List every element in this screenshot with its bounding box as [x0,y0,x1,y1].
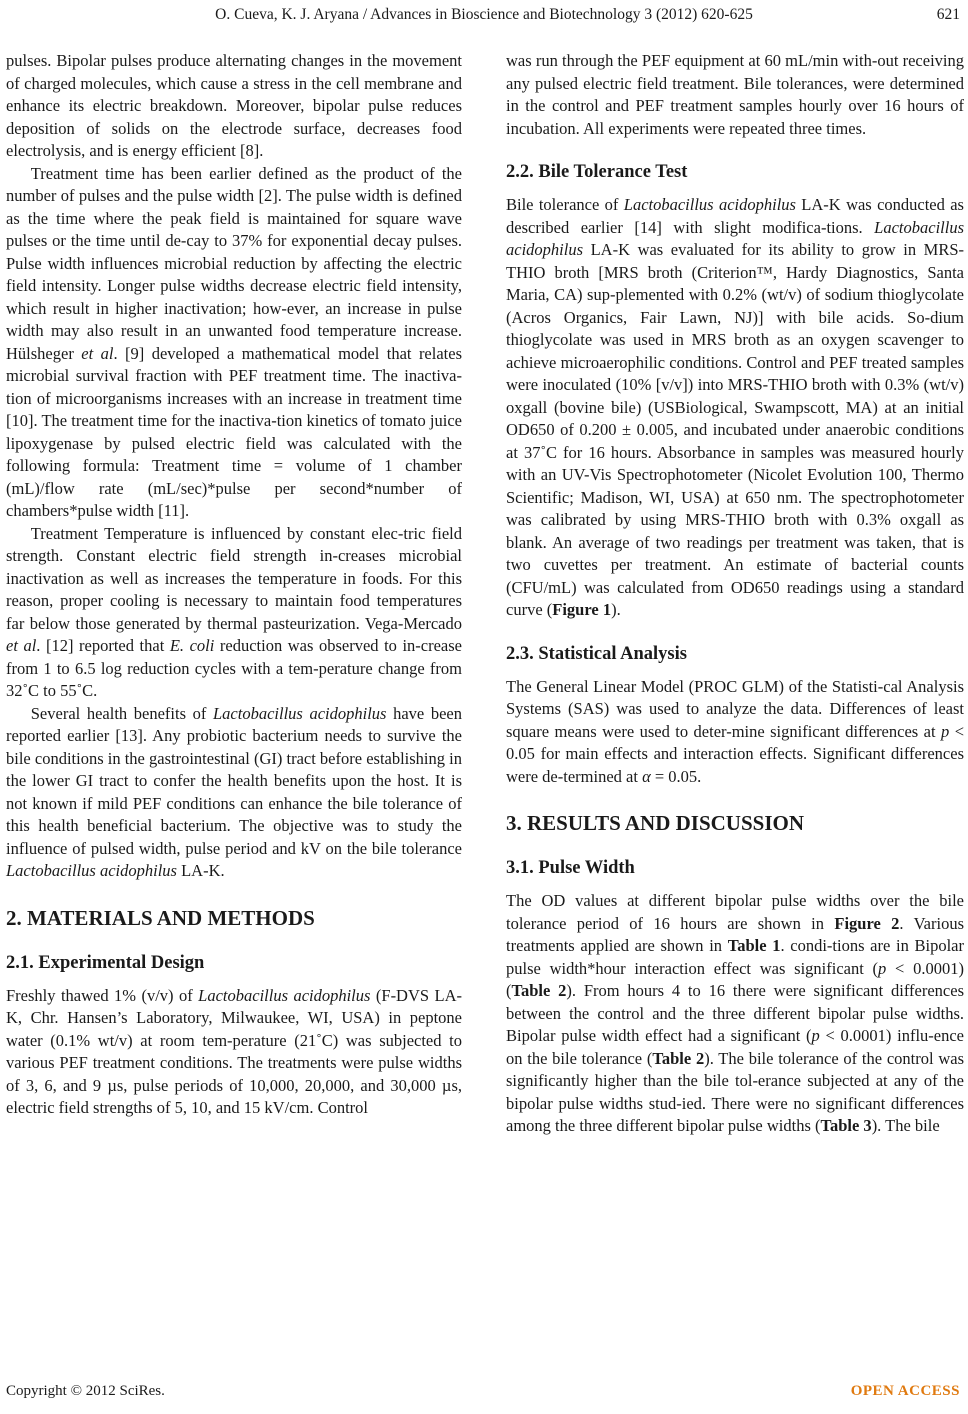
subsection-heading: 3.1. Pulse Width [506,858,635,878]
paragraph: Treatment time has been earlier defined as the product of the number of pulses and the pulse width [2]. The pulse width is defined as the time where the peak field is maintained for square wave pulses or the time until de-cay to 37% for exponential decay pulses. Pulse width influences microbial reduction by affecting the electric field intensity. Longer pulse widths decrease electric field intensity, which result in higher inactivation; how-ever, an increase in pulse width may also result in an unwanted food temperature increase. Hülsheger et al. [9] developed a mathematical model that relates microbial survival fraction with PEF treatment time. The inactiva-tion of microorganisms increases with an increase in treatment time [10]. The treatment time for the inactiva-tion kinetics of tomato juice lipoxygenase by pulsed electric field was calculated with the following formula: Treatment time = volume of 1 chamber (mL)/flow rate (mL/sec)*pulse per second*number of chambers*pulse width [11]. [6,163,462,520]
left-column [6,50,462,1120]
figure-reference: Figure 2 [834,913,900,933]
table-reference: Table 2 [652,1048,705,1068]
right-column [506,50,964,1138]
section-heading: 3. RESULTS AND DISCUSSION [506,811,804,835]
paragraph: Treatment Temperature is influenced by constant elec-tric field strength. Constant electric field strength in-creases microbial inactivation as well as increases the temperature in foods. For this reason, proper cooling is necessary to maintain food temperatures far below those generated by thermal pasteurization. Vega-Mercado et al. [12] reported that E. coli reduction was observed to in-crease from 1 to 6.5 log reduction cycles with a tem-perature change from 32˚C to 55˚C. [6,523,462,700]
page-header [0,6,968,32]
subsection-heading: 2.2. Bile Tolerance Test [506,162,688,182]
figure-reference: Figure 1 [552,600,612,619]
paragraph: pulses. Bipolar pulses produce alternating changes in the movement of charged molecules, which cause a stress in the cell membrane and enhance its electric breakdown. Moreover, bipolar pulse reduces deposition of solids on the electrode surface, decreases food electrolysis, and is energy efficient [8]. [6,51,462,160]
paragraph: Several health benefits of Lactobacillus acidophilus have been reported earlier [13]. Any probiotic bacterium needs to survive the bile conditions in the gastrointestinal (GI) tract before establishing in the lower GI tract to confer the health benefits upon the host. It is not known if mild PEF conditions can enhance the bile tolerance of this health beneficial bacterium. The objective was to study the influence of pulsed width, pulse period and kV on the bile tolerance Lactobacillus acidophilus LA-K. [6,703,462,880]
open-access-label: OPEN ACCESS [850,1383,960,1399]
paragraph: The OD values at different bipolar pulse widths over the bile tolerance period of 16 hours are shown in Figure 2. Various treatments applied are shown in Table 1. condi-tions are in Bipolar pulse width*hour interaction effect was significant (p < 0.0001) (Table 2). From hours 4 to 16 there were significant differences between the control and the three different bipolar pulse widths. Bipolar pulse width effect had a significant (p < 0.0001) influ-ence on the bile tolerance (Table 2). The bile tolerance of the control was significantly higher than the bile tol-erance subjected at any of the bipolar pulse widths stud-ied. There were no significant differences among the three different bipolar pulse widths (Table 3). The bile [506,891,965,1135]
paragraph: The General Linear Model (PROC GLM) of the Statisti-cal Analysis Systems (SAS) was used to analyze the data. Differences of least square means were used to deter-mine significant differences at p < 0.05 for main effects and interaction effects. Significant differences were de-termined at α = 0.05. [506,676,964,786]
running-title: O. Cueva, K. J. Aryana / Advances in Bioscience and Biotechnology 3 (2012) 620-625 [215,6,753,23]
paragraph: was run through the PEF equipment at 60 mL/min with-out receiving any pulsed electric field treatment. Bile tolerances, were determined in the control and PEF treatment samples hourly over 16 hours of incubation. All experiments were repeated three times. [506,51,964,138]
paragraph: Freshly thawed 1% (v/v) of Lactobacillus acidophilus (F-DVS LA-K, Chr. Hansen’s Laboratory, Milwaukee, WI, USA) in peptone water (0.1% wt/v) at room tem-perature (21˚C) was subjected to various PEF treatment conditions. The treatments were pulse widths of 3, 6, and 9 µs, pulse periods of 10,000, 20,000, and 30,000 µs, electric field strengths of 5, 10, and 15 kV/cm. Control [6,985,462,1117]
subsection-heading: 2.3. Statistical Analysis [506,643,687,664]
table-reference: Table 1 [727,936,781,955]
section-heading: 2. MATERIALS AND METHODS [6,905,315,930]
table-reference: Table 2 [511,981,567,1000]
copyright-notice: Copyright © 2012 SciRes. [6,1383,165,1399]
subsection-heading: 2.1. Experimental Design [6,952,205,973]
page-number: 621 [936,6,960,23]
page-footer [0,1383,968,1405]
table-reference: Table 3 [820,1116,872,1135]
paragraph: Bile tolerance of Lactobacillus acidophilus LA-K was conducted as described earlier [14] with slight modifica-tions. Lactobacillus acidophilus LA-K was evaluated for its ability to grow in MRS-THIO broth [MRS broth (Criterion™, Hardy Diagnostics, Santa Maria, CA) sup-plemented with 0.2% (wt/v) of sodium thioglycolate (Acros Organics, Fair Lawn, NJ)] with bile acids. So-dium thioglycolate was used in MRS broth as an oxygen scavenger to achieve microaerophilic conditions. Control and PEF treated samples were inoculated (10% [v/v]) into MRS-THIO broth with 0.3% (wt/v) oxgall (bovine bile) (USBiological, Swampscott, MA) at an initial OD650 of 0.200 ± 0.005, and incubated under anaerobic conditions at 37˚C for 16 hours. Absorbance in samples was measured hourly with an UV-Vis Spectrophotometer (Nicolet Evolution 100, Thermo Scientific; Madison, WI, USA) at 650 nm. The spectrophotometer was calibrated by using MRS-THIO broth with 0.3% oxgall as blank. An average of two readings per treatment was taken, that is two cuvettes per treatment. An estimate of bacterial counts (CFU/mL) was calculated from OD650 readings using a standard curve (Figure 1). [506,195,964,619]
